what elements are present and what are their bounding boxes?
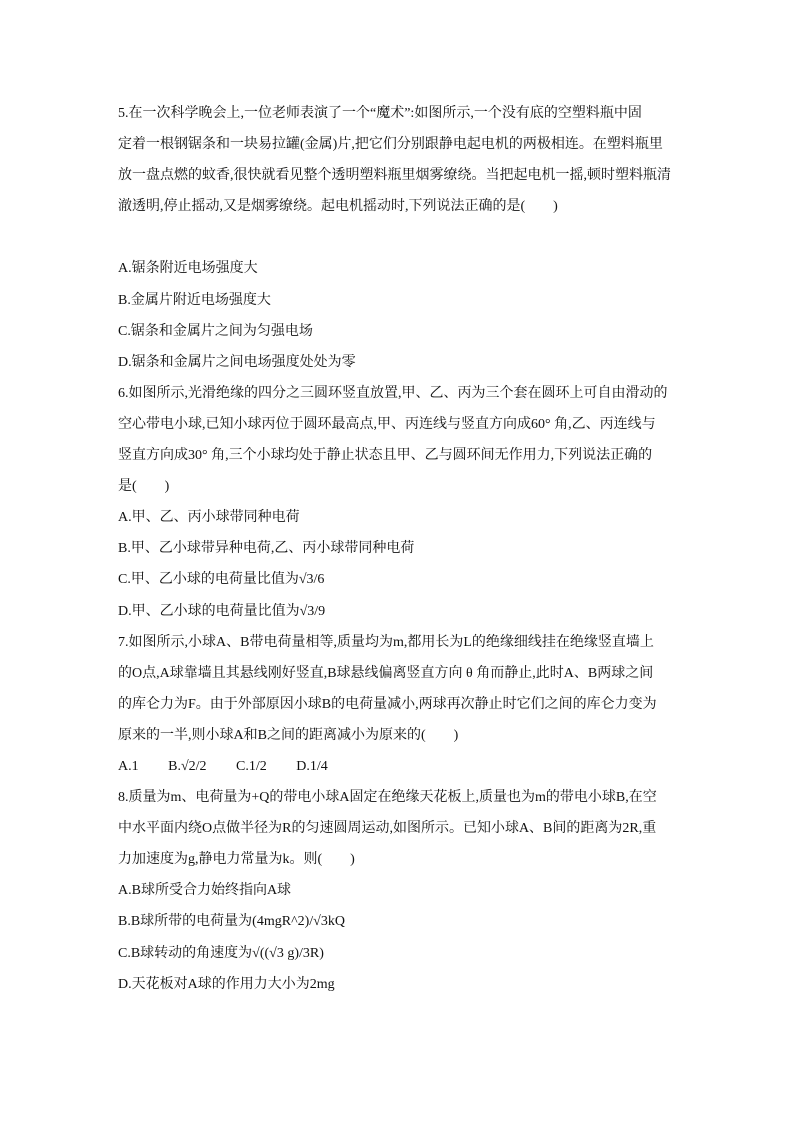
option-b: B.B球所带的电荷量为(4mgR^2)/√3kQ <box>118 914 345 930</box>
option-d: D.甲、乙小球的电荷量比值为√3/9 <box>118 603 326 619</box>
option-a: A.B球所受合力始终指向A球 <box>118 883 292 899</box>
question-stem-line: 定着一根钢锯条和一块易拉罐(金属)片,把它们分别跟静电起电机的两极相连。在塑料瓶里 <box>118 137 663 153</box>
option-d: D.天花板对A球的作用力大小为2mg <box>118 976 335 992</box>
option-a: A.1 <box>118 758 139 774</box>
question-6 <box>118 378 758 627</box>
options-row <box>118 751 758 782</box>
option-a: A.锯条附近电场强度大 <box>118 261 258 277</box>
question-5 <box>118 98 758 378</box>
option-c: C.1/2 <box>236 758 267 774</box>
option-d: D.锯条和金属片之间电场强度处处为零 <box>118 354 356 370</box>
spacer <box>118 222 758 253</box>
question-stem-line: 5.在一次科学晚会上,一位老师表演了一个“魔术”:如图所示,一个没有底的空塑料瓶中固 <box>118 106 642 121</box>
option-c: C.锯条和金属片之间为匀强电场 <box>118 323 313 339</box>
question-7 <box>118 627 758 782</box>
option-c: C.B球转动的角速度为√((√3 g)/3R) <box>118 945 324 961</box>
question-stem-line: 7.如图所示,小球A、B带电荷量相等,质量均为m,都用长为L的绝缘细线挂在绝缘竖直墙上 <box>118 634 654 650</box>
question-stem-line: 中水平面内绕O点做半径为R的匀速圆周运动,如图所示。已知小球A、B间的距离为2R,重 <box>118 821 657 837</box>
question-stem-line: 力加速度为g,静电力常量为k。则( ) <box>118 852 355 868</box>
question-stem-line: 澈透明,停止摇动,又是烟雾缭绕。起电机摇动时,下列说法正确的是( ) <box>118 199 558 215</box>
question-stem-line: 的库仑力为F。由于外部原因小球B的电荷量减小,两球再次静止时它们之间的库仑力变为 <box>118 696 657 712</box>
option-a: A.甲、乙、丙小球带同种电荷 <box>118 510 300 526</box>
question-stem-line: 竖直方向成30° 角,三个小球均处于静止状态且甲、乙与圆环间无作用力,下列说法正确的 <box>118 448 653 464</box>
question-8 <box>118 782 758 1000</box>
exam-page <box>118 98 758 1000</box>
question-stem-line: 6.如图所示,光滑绝缘的四分之三圆环竖直放置,甲、乙、丙为三个套在圆环上可自由滑动的 <box>118 385 668 401</box>
question-stem-line: 8.质量为m、电荷量为+Q的带电小球A固定在绝缘天花板上,质量也为m的带电小球B,在空 <box>118 790 657 806</box>
question-stem-line: 原来的一半,则小球A和B之间的距离减小为原来的( ) <box>118 727 459 743</box>
question-stem-line: 是( ) <box>118 479 170 495</box>
option-d: D.1/4 <box>296 758 328 774</box>
option-b: B.金属片附近电场强度大 <box>118 292 271 308</box>
option-c: C.甲、乙小球的电荷量比值为√3/6 <box>118 572 325 588</box>
option-b: B.甲、乙小球带异种电荷,乙、丙小球带同种电荷 <box>118 541 415 557</box>
question-stem-line: 空心带电小球,已知小球丙位于圆环最高点,甲、丙连线与竖直方向成60° 角,乙、丙连线与 <box>118 416 656 432</box>
question-stem-line: 放一盘点燃的蚊香,很快就看见整个透明塑料瓶里烟雾缭绕。当把起电机一摇,顿时塑料瓶清 <box>118 168 671 184</box>
option-b: B.√2/2 <box>168 758 207 774</box>
question-stem-line: 的O点,A球靠墙且其悬线刚好竖直,B球悬线偏离竖直方向 θ 角而静止,此时A、B两球之间 <box>118 665 654 681</box>
